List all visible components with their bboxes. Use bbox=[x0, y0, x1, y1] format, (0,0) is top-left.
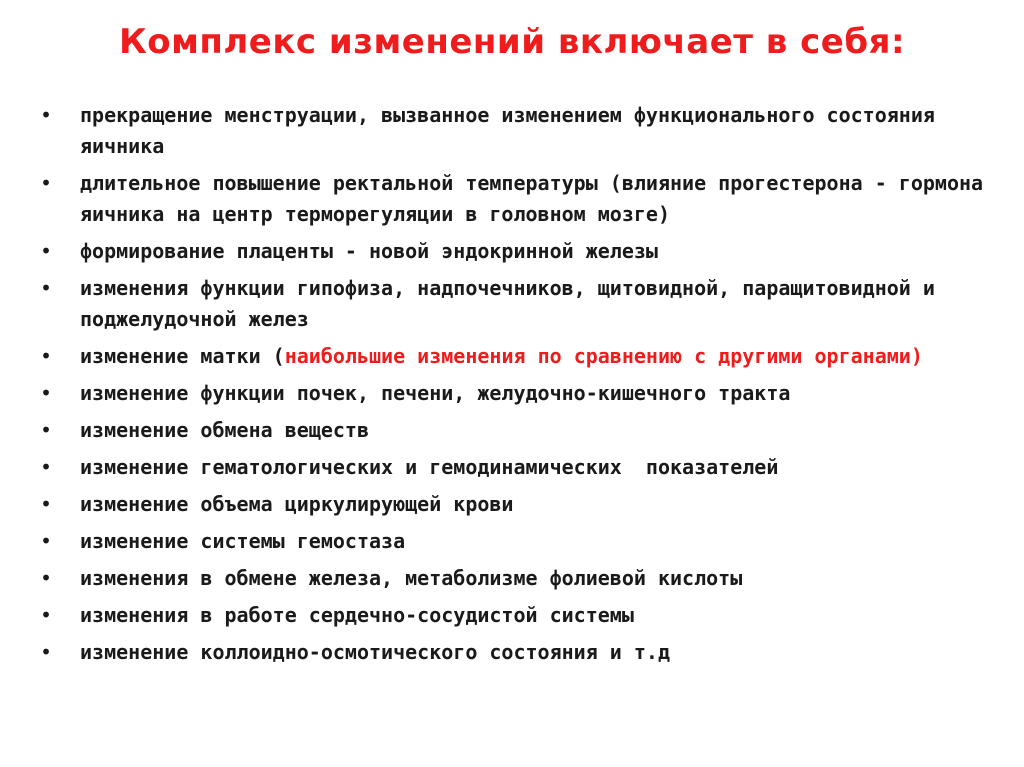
list-item-text: длительное повышение ректальной температуры (влияние прогестерона - гормона яичника на центр терморегуляции в головном мозге) bbox=[80, 171, 984, 226]
list-item bbox=[36, 168, 996, 230]
bullet-icon: • bbox=[40, 492, 52, 516]
bullet-icon: • bbox=[40, 640, 52, 664]
list-item bbox=[36, 273, 996, 335]
bullet-icon: • bbox=[40, 276, 52, 300]
bullet-icon: • bbox=[40, 603, 52, 627]
list-item-text: изменение матки ( bbox=[80, 344, 285, 368]
list-item bbox=[36, 236, 996, 267]
list-item-text: изменение гематологических и гемодинамических показателей bbox=[80, 455, 779, 479]
list-item bbox=[36, 415, 996, 446]
list-item bbox=[36, 637, 996, 668]
list-item bbox=[36, 563, 996, 594]
bullet-icon: • bbox=[40, 381, 52, 405]
list-item-text: формирование плаценты - новой эндокринной железы bbox=[80, 239, 658, 263]
changes-list bbox=[36, 100, 996, 674]
list-item bbox=[36, 526, 996, 557]
list-item-text: изменение объема циркулирующей крови bbox=[80, 492, 514, 516]
bullet-icon: • bbox=[40, 455, 52, 479]
bullet-icon: • bbox=[40, 566, 52, 590]
list-item bbox=[36, 100, 996, 162]
bullet-icon: • bbox=[40, 418, 52, 442]
list-item-text: изменения в обмене железа, метаболизме фолиевой кислоты bbox=[80, 566, 743, 590]
bullet-icon: • bbox=[40, 239, 52, 263]
list-item bbox=[36, 341, 996, 372]
list-item-text: прекращение менструации, вызванное изменением функционального состояния яичника bbox=[80, 103, 935, 158]
list-item-text: изменение системы гемостаза bbox=[80, 529, 406, 553]
list-item-text: изменения функции гипофиза, надпочечников, щитовидной, паращитовидной и поджелудочной желез bbox=[80, 276, 935, 331]
bullet-icon: • bbox=[40, 529, 52, 553]
bullet-icon: • bbox=[40, 344, 52, 368]
list-item-text: изменение обмена веществ bbox=[80, 418, 369, 442]
list-item-text: изменение функции почек, печени, желудочно-кишечного тракта bbox=[80, 381, 791, 405]
list-item-text: изменение коллоидно-осмотического состояния и т.д bbox=[80, 640, 671, 664]
list-item-text: изменения в работе сердечно-сосудистой системы bbox=[80, 603, 634, 627]
list-item bbox=[36, 378, 996, 409]
list-item bbox=[36, 600, 996, 631]
slide-title: Комплекс изменений включает в себя: bbox=[118, 22, 906, 62]
list-item bbox=[36, 452, 996, 483]
highlighted-text: наибольшие изменения по сравнению с другими органами) bbox=[284, 344, 923, 368]
list-item bbox=[36, 489, 996, 520]
bullet-icon: • bbox=[40, 171, 52, 195]
bullet-icon: • bbox=[40, 103, 52, 127]
